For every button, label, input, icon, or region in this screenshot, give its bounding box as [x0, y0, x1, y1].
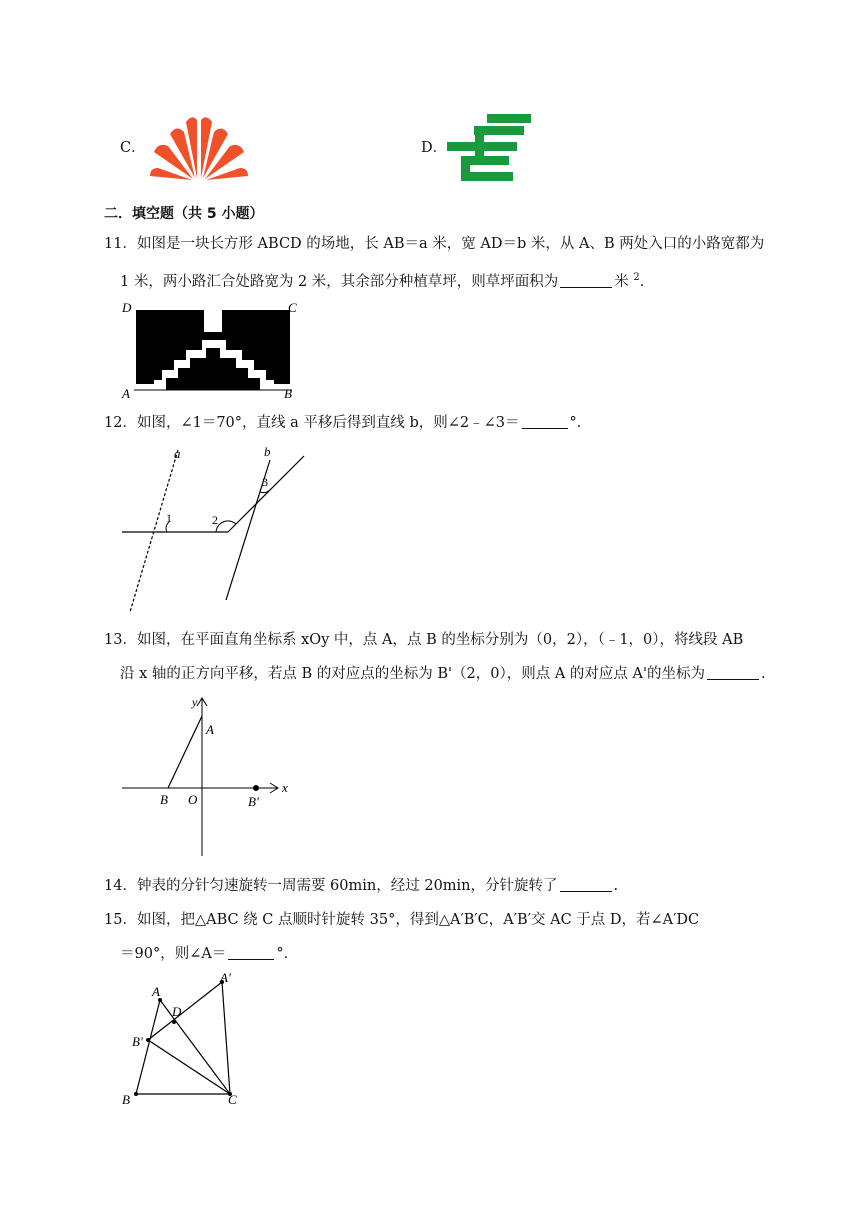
q12-answer-blank[interactable] [522, 414, 568, 429]
q11-label-b: B [284, 386, 292, 401]
q11-label-c: C [288, 300, 297, 315]
q13-label-b: B [160, 792, 168, 807]
q15-figure [116, 970, 266, 1114]
q12-text: 12．如图，∠1＝70°，直线 a 平移后得到直线 b，则∠2﹣∠3＝ [104, 415, 520, 431]
q15-label-d: D [172, 1004, 182, 1019]
q12-label-2: 2 [212, 513, 218, 527]
option-c-label: C． [120, 140, 146, 156]
q11-figure [120, 298, 310, 406]
q11-line1: 11．如图是一块长方形 ABCD 的场地，长 AB＝a 米，宽 AD＝b 米，从 A、B 两处入口的小路宽都为 [104, 236, 765, 252]
q11-unit: 米 [614, 273, 634, 290]
q13-period: . [760, 666, 766, 682]
q15-label-b: B [122, 1092, 130, 1107]
option-d-label: D． [421, 140, 448, 156]
q13-label-o: O [188, 792, 198, 807]
q13-label-x: x [282, 780, 288, 795]
q15-label-aprime: A' [220, 970, 231, 985]
q13-answer-blank[interactable] [707, 665, 759, 680]
q15-line2 [120, 944, 298, 964]
q14-period: . [613, 878, 619, 894]
q12-label-3: 3 [262, 475, 268, 489]
q12-unit: °． [569, 415, 592, 431]
q11-unit-exponent: 2 [633, 272, 640, 283]
q12-line [104, 413, 591, 433]
q12-label-b: b [264, 444, 271, 459]
q15-unit: °． [276, 946, 299, 962]
q15-label-bprime: B' [132, 1034, 143, 1049]
q11-label-a: A [122, 386, 130, 401]
q12-label-a: a [174, 446, 181, 461]
q11-period: . [639, 273, 645, 290]
q11-line2 [120, 268, 644, 292]
huawei-logo-icon [148, 112, 250, 186]
q14-line [104, 876, 618, 896]
q14-answer-blank[interactable] [560, 877, 612, 892]
q11-answer-blank[interactable] [560, 273, 612, 288]
q11-line2-text: 1 米，两小路汇合处路宽为 2 米，其余部分种植草坪，则草坪面积为 [120, 273, 559, 290]
q13-line1: 13．如图，在平面直角坐标系 xOy 中，点 A，点 B 的坐标分别为（0，2），（﹣1，0），将线段 AB [104, 632, 744, 648]
q15-line2-text: ＝90°，则∠A＝ [120, 946, 227, 962]
q13-figure [118, 690, 298, 864]
q15-label-a: A [152, 984, 160, 999]
q11-label-d: D [122, 300, 132, 315]
q13-label-a: A [206, 722, 214, 737]
q15-answer-blank[interactable] [228, 945, 274, 960]
q12-label-1: 1 [166, 511, 172, 525]
q14-text: 14．钟表的分针匀速旋转一周需要 60min，经过 20min，分针旋转了 [104, 878, 558, 894]
q13-label-bprime: B' [248, 794, 259, 809]
q12-figure [118, 442, 318, 618]
section-heading: 二．填空题（共 5 小题） [104, 206, 264, 222]
q15-label-c: C [228, 1092, 237, 1107]
q13-line2 [120, 664, 766, 684]
q15-line1: 15．如图，把△ABC 绕 C 点顺时针旋转 35°，得到△A′B′C，A′B′交 AC 于点 D，若∠A′DC [104, 912, 700, 928]
q13-line2-text: 沿 x 轴的正方向平移，若点 B 的对应点的坐标为 B'（2，0），则点 A 的对应点 A'的坐标为 [120, 666, 705, 682]
china-post-logo-icon [447, 112, 533, 186]
q13-label-y: y [192, 695, 198, 709]
